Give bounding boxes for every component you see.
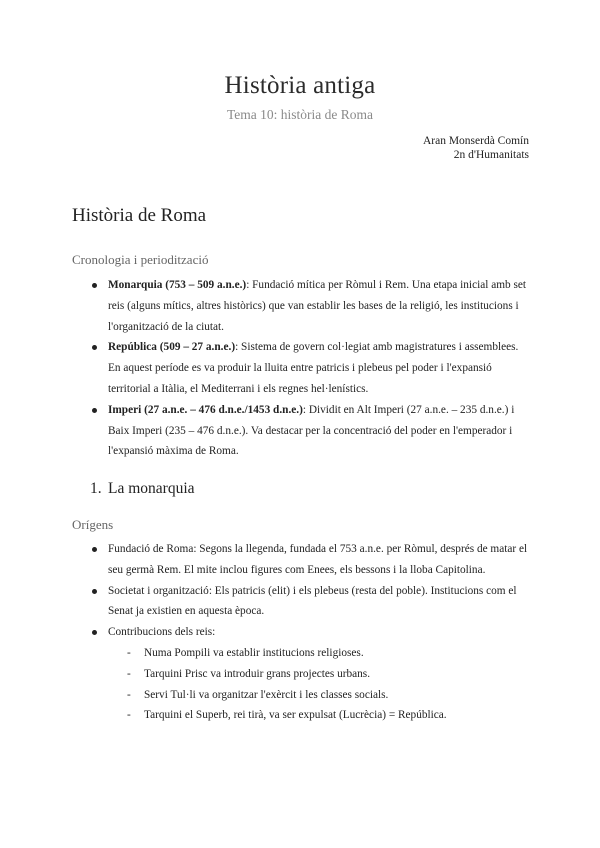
dash-bullet: - [127,646,131,659]
list-item [90,337,528,399]
item-text: : Dividit en Alt Imperi (27 a.n.e. – 235 d.n.e.) i Baix Imperi (235 – 476 d.n.e.). Va destacar per la concentració del poder en l'emperador i l'expansió màxima de Roma. [108,403,515,458]
bullet-icon [92,547,97,552]
item-label: Imperi (27 a.n.e. – 476 d.n.e./1453 d.n.e.) [108,403,303,416]
item-label: Fundació de Roma [108,543,194,555]
item-text: : Els patricis (elit) i els plebeus (resta del poble). Institucions com el Senat ja existien en aquesta època. [108,584,517,618]
dash-bullet: - [127,667,131,680]
king-text: Servi Tul·li va organitzar l'exèrcit i les classes socials. [144,688,389,701]
origins-list [90,539,528,726]
item-label: Contribucions dels reis [108,626,213,639]
bullet-icon [92,408,97,413]
author-block [423,134,529,162]
section-title: Història de Roma [72,205,207,226]
chronology-heading: Cronologia i periodització [72,252,209,267]
bullet-icon [92,630,97,635]
list-item [90,539,528,581]
king-text: Tarquini el Superb, rei tirà, va ser expulsat (Lucrècia) = República. [144,709,447,722]
item-text: : Segons la llegenda, fundada el 753 a.n.e. per Ròmul, després de matar el seu germà Rem. El mite inclou figures com Enees, els bessons i la lloba Capitolina. [108,543,528,576]
list-item [108,643,546,664]
author-course: 2n d'Humanitats [453,149,529,161]
item-text: : Fundació mítica per Ròmul i Rem. Una etapa inicial amb set reis (alguns mítics, altres històrics) que van establir les bases de la religió, les institucions i l'organització de la ciutat. [108,279,527,333]
list-item [90,581,528,623]
item-label: Monarquia (753 – 509 a.n.e.) [108,279,247,291]
list-item [90,622,528,643]
document-title: Història antiga [224,72,376,99]
heading-text: La monarquia [108,480,195,497]
item-text: : Sistema de govern col·legiat amb magistratures i assemblees. En aquest període es va produir la lluita entre patricis i plebeus pel poder i l'expansió territorial a Itàlia, el Mediterrani i els regnes hel·lenístics. [108,341,519,395]
bullet-icon [92,283,97,288]
origins-heading: Orígens [72,517,114,532]
king-text: Numa Pompili va establir institucions religioses. [144,646,364,659]
king-text: Tarquini Prisc va introduir grans projectes urbans. [144,667,371,680]
bullet-icon [92,345,97,350]
author-name: Aran Monserdà Comín [422,135,529,147]
list-item [108,705,546,726]
item-text: : [212,626,216,639]
document-subtitle: Tema 10: història de Roma [226,107,374,122]
bullet-icon [92,589,97,594]
list-item [90,275,528,337]
dash-bullet: - [127,688,131,701]
item-label: Societat i organització [108,584,209,597]
heading-number: 1. [90,480,102,497]
list-item [90,400,528,462]
list-item [108,685,546,706]
chronology-list [90,275,528,462]
dash-bullet: - [127,709,131,722]
kings-list [108,643,546,726]
list-item [108,664,546,685]
monarchy-heading [90,480,195,498]
item-label: República (509 – 27 a.n.e.) [108,341,236,354]
